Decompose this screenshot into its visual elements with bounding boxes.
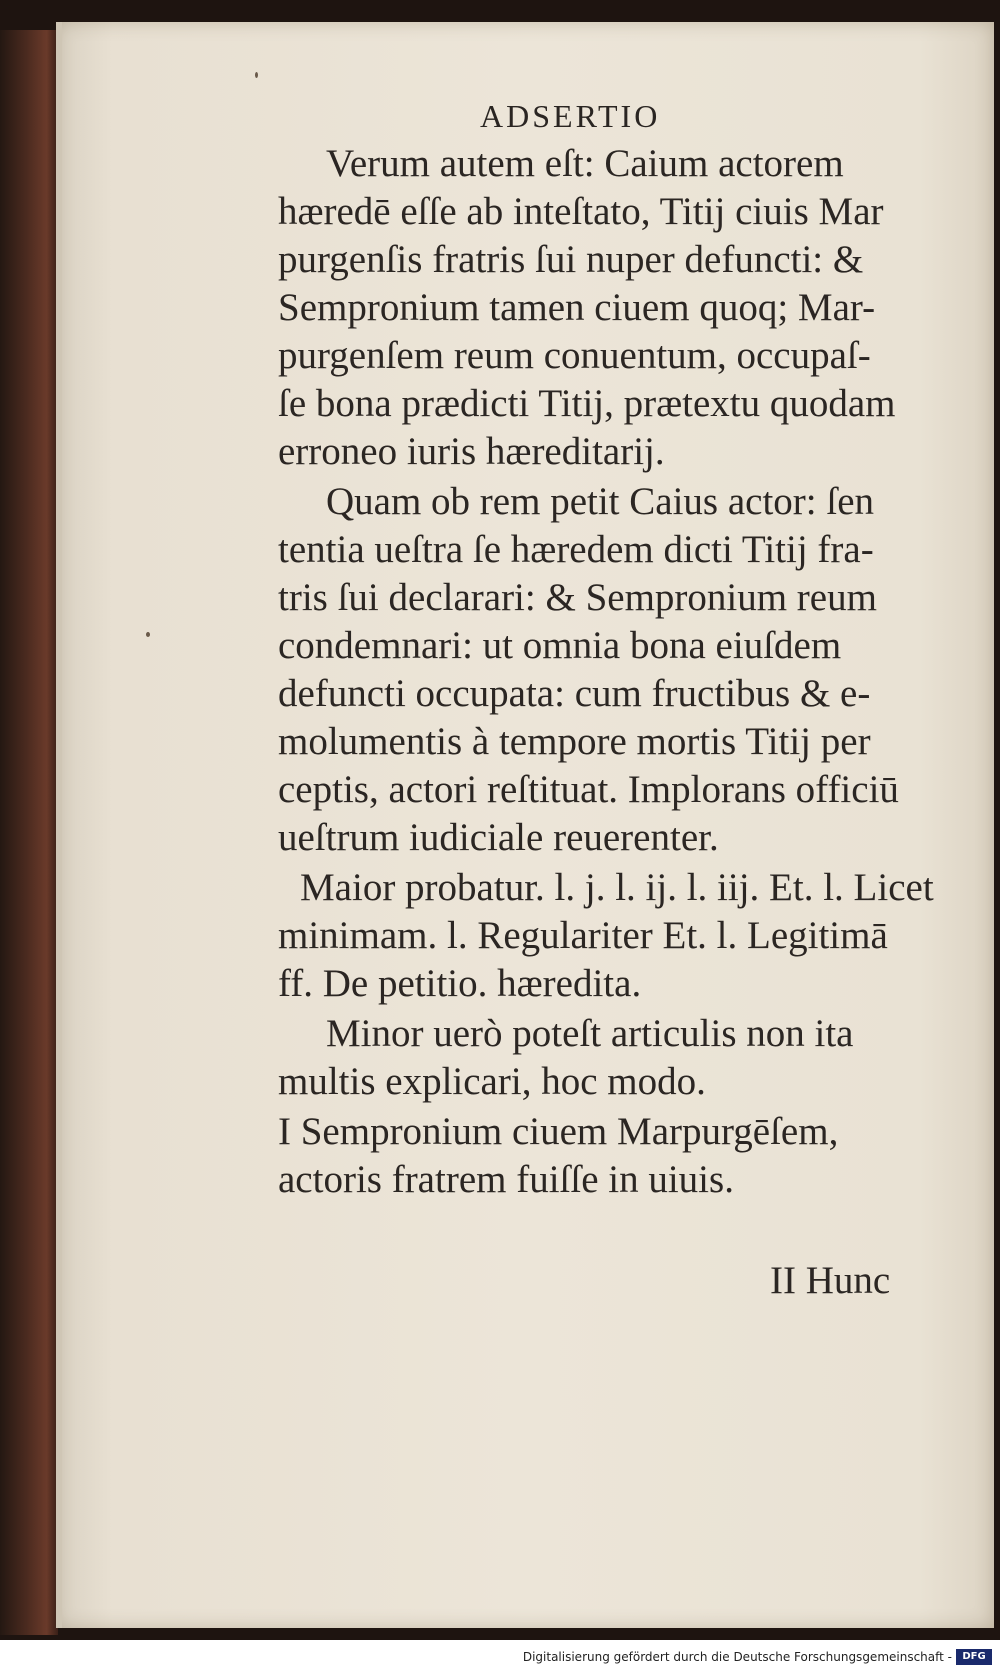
text-line: I Sempronium ciuem Marpurgēſem, (278, 1110, 839, 1153)
catchword: II Hunc (770, 1259, 891, 1302)
text-line: Sempronium tamen ciuem quoq; Mar- (278, 286, 876, 329)
text-line: ſe bona prædicti Titij, prætextu quodam (278, 382, 896, 425)
text-line: purgenſis fratris ſui nuper defuncti: & (278, 238, 864, 281)
text-line: purgenſem reum conuentum, occupaſ- (278, 334, 871, 377)
text-line: condemnari: ut omnia bona eiuſdem (278, 624, 842, 667)
text-line: ceptis, actori reſtituat. Implorans officiū (278, 768, 899, 811)
text-line: tentia ueſtra ſe hæredem dicti Titij fra- (278, 528, 874, 571)
footer-bar (0, 1640, 1000, 1675)
text-line: actoris fratrem fuiſſe in uiuis. (278, 1158, 734, 1201)
book-binding (0, 30, 58, 1635)
text-line: hæredē eſſe ab inteſtato, Titij ciuis Mar (278, 190, 884, 233)
text-line: ff. De petitio. hæredita. (278, 962, 642, 1005)
footer-credit: Digitalisierung gefördert durch die Deutsche Forschungsgemeinschaft - (522, 1650, 952, 1664)
text-line: minimam. l. Regulariter Et. l. Legitimā (278, 914, 888, 957)
text-line: ueſtrum iudiciale reuerenter. (278, 816, 719, 859)
text-line: Maior probatur. l. j. l. ij. l. iij. Et. l. Licet (300, 866, 934, 909)
running-head: ADSERTIO (480, 98, 661, 134)
dfg-logo: DFG (956, 1649, 992, 1665)
text-line: multis explicari, hoc modo. (278, 1060, 706, 1103)
text-line: Minor uerò poteſt articulis non ita (326, 1012, 854, 1055)
page-edge (56, 22, 62, 1628)
text-line: molumentis à tempore mortis Titij per (278, 720, 871, 763)
text-line: defuncti occupata: cum fructibus & e- (278, 672, 871, 715)
text-line: erroneo iuris hæreditarij. (278, 430, 665, 473)
text-line: Quam ob rem petit Caius actor: ſen (326, 480, 875, 523)
text-line: tris ſui declarari: & Sempronium reum (278, 576, 877, 619)
ink-speck (146, 632, 150, 637)
text-line: Verum autem eſt: Caium actorem (326, 142, 844, 185)
ink-speck (255, 72, 258, 78)
